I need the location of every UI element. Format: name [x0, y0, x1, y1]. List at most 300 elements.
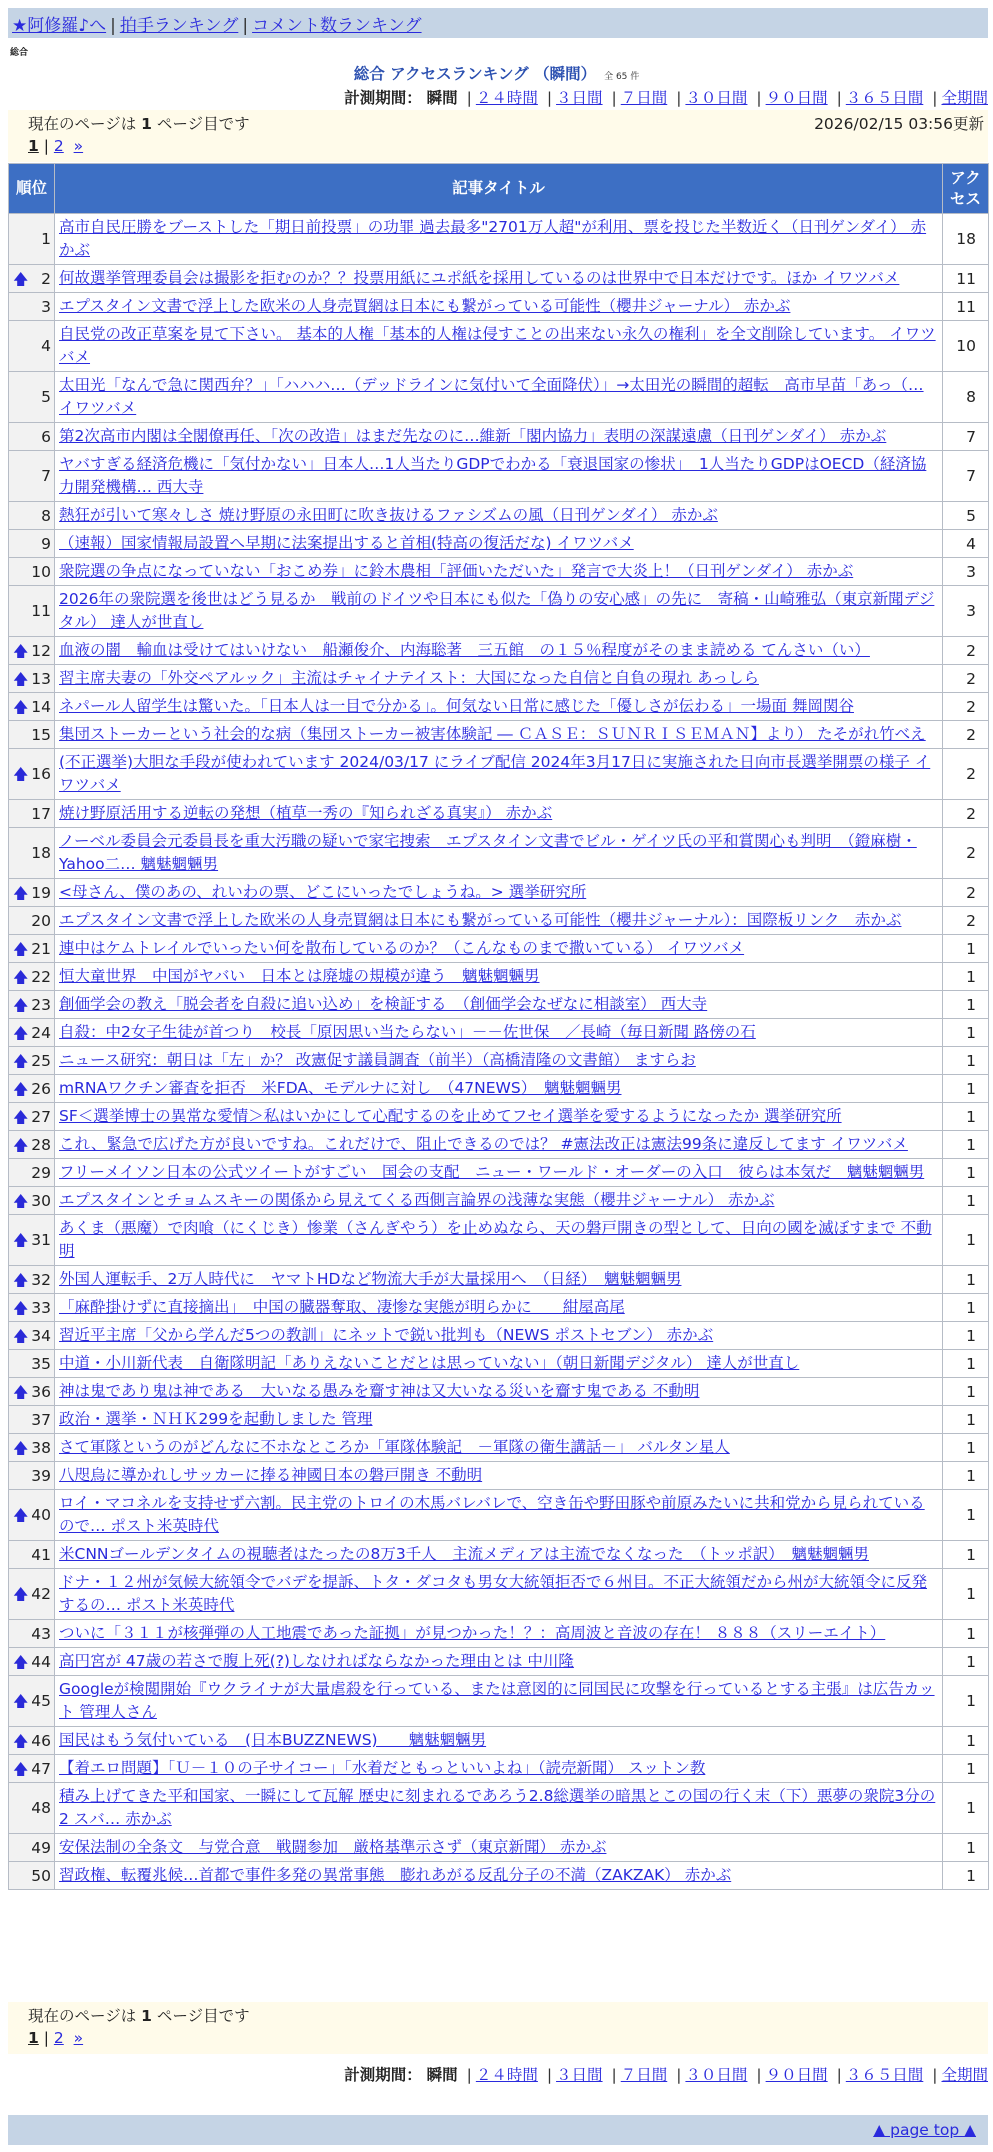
- table-row: [9, 1541, 989, 1569]
- access-count: 18: [943, 214, 989, 265]
- rank-number: 39: [31, 1466, 51, 1485]
- rank-up-arrow-icon: 🡅: [13, 1759, 29, 1778]
- title-cell: [55, 828, 943, 879]
- rank-cell: [9, 828, 55, 879]
- rank-up-arrow-icon: 🡅: [13, 1191, 29, 1210]
- access-count: 8: [943, 372, 989, 423]
- article-title-link[interactable]: 中道・小川新代表 自衛隊明記「ありえないことだとは思っていない」（朝日新聞デジタル） 達人が世直し: [59, 1354, 800, 1372]
- title-cell: [55, 1322, 943, 1350]
- access-count: 7: [943, 423, 989, 451]
- period-link-30d[interactable]: ３０日間: [685, 2066, 748, 2084]
- table-row: [9, 800, 989, 828]
- page-2-link[interactable]: 2: [53, 2029, 64, 2047]
- title-cell: [55, 1727, 943, 1755]
- title-cell: [55, 586, 943, 637]
- article-title-link[interactable]: ネパール人留学生は驚いた。「日本人は一目で分かる」。何気ない日常に感じた「優しさが伝わる」一場面 舞岡関谷: [59, 697, 854, 715]
- table-row: [9, 637, 989, 665]
- title-cell: [55, 721, 943, 749]
- rank-cell: [9, 586, 55, 637]
- period-link-24h[interactable]: ２４時間: [475, 89, 538, 107]
- rank-cell: [9, 372, 55, 423]
- title-cell: [55, 1755, 943, 1783]
- rank-number: 15: [31, 725, 51, 744]
- title-cell: [55, 991, 943, 1019]
- rank-number: 31: [31, 1231, 51, 1249]
- rank-cell: [9, 1648, 55, 1676]
- table-row: [9, 451, 989, 502]
- title-cell: [55, 1266, 943, 1294]
- rank-cell: [9, 963, 55, 991]
- rank-cell: [9, 321, 55, 372]
- article-title-link[interactable]: 血液の闇 輸血は受けてはいけない 船瀬俊介、内海聡著 三五館 の１５％程度がそのまま読める てんさい（い）: [59, 641, 870, 659]
- rank-number: 34: [31, 1326, 51, 1345]
- article-title-link[interactable]: 習主席夫妻の「外交ペアルック」主流はチャイナテイスト：大国になった自信と自負の現れ あっしら: [59, 669, 759, 687]
- table-row: [9, 1755, 989, 1783]
- article-title-link[interactable]: (不正選挙)大胆な手段が使われています 2024/03/17 にライブ配信 2024年3月17日に実施された日向市長選挙開票の様子 イワツバメ: [59, 753, 931, 794]
- access-count: 2: [943, 693, 989, 721]
- table-row: [9, 530, 989, 558]
- title-cell: [55, 1350, 943, 1378]
- table-row: [9, 935, 989, 963]
- rank-number: 45: [31, 1692, 51, 1710]
- rank-up-arrow-icon: 🡅: [13, 967, 29, 986]
- article-title-link[interactable]: 創価学会の教え「脱会者を自殺に追い込め」を検証する （創価学会なぜなに相談室） 西大寺: [59, 995, 708, 1013]
- access-count: 3: [943, 586, 989, 637]
- article-title-link[interactable]: エプスタイン文書で浮上した欧米の人身売買網は日本にも繋がっている可能性（櫻井ジャーナル） 赤かぶ: [59, 297, 791, 315]
- title-cell: [55, 1783, 943, 1834]
- table-row: [9, 749, 989, 800]
- pagination: 1 | 2 »: [28, 2029, 84, 2047]
- access-count: 1: [943, 1834, 989, 1862]
- article-title-link[interactable]: あくま（悪魔）で肉喰（にくじき）惨業（さんぎやう）を止めぬなら、天の磐戸開きの型として、日向の國を滅ぼすまで 不動明: [59, 1219, 932, 1260]
- article-title-link[interactable]: 自民党の改正草案を見て下さい。 基本的人権「基本的人権は侵すことの出来ない永久の権利」を全文削除しています。 イワツバメ: [59, 325, 936, 366]
- table-row: [9, 1834, 989, 1862]
- rank-number: 47: [31, 1759, 51, 1778]
- rank-cell: [9, 214, 55, 265]
- article-title-link[interactable]: 恒大童世界 中国がヤバい 日本とは廃墟の規模が違う 魑魅魍魎男: [59, 967, 540, 985]
- rank-number: 25: [31, 1051, 51, 1070]
- access-count: 1: [943, 1755, 989, 1783]
- rank-up-arrow-icon: 🡅: [13, 1051, 29, 1070]
- rank-cell: [9, 693, 55, 721]
- title-cell: [55, 423, 943, 451]
- title-cell: [55, 1187, 943, 1215]
- rank-number: 49: [31, 1838, 51, 1857]
- category-label: 総合: [10, 48, 29, 58]
- article-title-link[interactable]: 米CNNゴールデンタイムの視聴者はたったの8万3千人 主流メディアは主流でなくなった （トッポ訳） 魑魅魍魎男: [59, 1545, 869, 1563]
- rank-number: 32: [31, 1270, 51, 1289]
- article-title-link[interactable]: ニュース研究：朝日は「左」か？ 改憲促す議員調査（前半）（高橋清隆の文書館） ますらお: [59, 1051, 696, 1069]
- title-cell: [55, 1019, 943, 1047]
- article-title-link[interactable]: Googleが検閲開始『ウクライナが大量虐殺を行っている、または意図的に同国民に攻撃を行っているとする主張』は広告カット 管理人さん: [59, 1680, 935, 1721]
- next-page-link[interactable]: »: [73, 137, 84, 155]
- rank-up-arrow-icon: 🡅: [13, 1270, 29, 1289]
- rank-number: 13: [31, 669, 51, 688]
- period-selector-bottom: 計測期間： 瞬間 | ２４時間 | ３日間 | ７日間 | ３０日間 | ９０日間 | ３６５日間 | 全期間: [344, 2066, 988, 2084]
- access-count: 2: [943, 907, 989, 935]
- access-count: 1: [943, 1103, 989, 1131]
- access-count: 5: [943, 502, 989, 530]
- separator: |: [110, 16, 116, 36]
- access-count: 4: [943, 530, 989, 558]
- title-cell: [55, 1862, 943, 1890]
- table-row: [9, 1620, 989, 1648]
- rank-cell: [9, 1103, 55, 1131]
- period-link-90d[interactable]: ９０日間: [765, 2066, 828, 2084]
- rank-number: 2: [41, 269, 51, 288]
- title-cell: [55, 963, 943, 991]
- article-title-link[interactable]: エプスタイン文書で浮上した欧米の人身売買網は日本にも繋がっている可能性（櫻井ジャーナル）：国際板リンク 赤かぶ: [59, 911, 902, 929]
- rank-number: 11: [31, 602, 51, 620]
- access-count: 1: [943, 1187, 989, 1215]
- page-title: 総合 アクセスランキング （瞬間）: [353, 65, 597, 83]
- rank-cell: [9, 665, 55, 693]
- article-title-link[interactable]: 八咫烏に導かれしサッカーに捧る神國日本の磐戸開き 不動明: [59, 1466, 483, 1484]
- access-count: 7: [943, 451, 989, 502]
- title-cell: [55, 749, 943, 800]
- clap-ranking-link[interactable]: 拍手ランキング: [119, 16, 239, 36]
- title-cell: [55, 1131, 943, 1159]
- access-count: 2: [943, 800, 989, 828]
- title-cell: [55, 1434, 943, 1462]
- next-page-link[interactable]: »: [73, 2029, 84, 2047]
- rank-number: 35: [31, 1354, 51, 1373]
- table-row: [9, 558, 989, 586]
- pagination: 1 | 2 »: [28, 137, 84, 155]
- table-row: [9, 1727, 989, 1755]
- access-count: 1: [943, 1406, 989, 1434]
- title-cell: [55, 372, 943, 423]
- article-title-link[interactable]: フリーメイソン日本の公式ツイートがすごい 国会の支配 ニュー・ワールド・オーダーの入口 彼らは本気だ 魑魅魍魎男: [59, 1163, 925, 1181]
- rank-number: 22: [31, 967, 51, 986]
- rank-up-arrow-icon: 🡅: [13, 641, 29, 660]
- title-cell: [55, 293, 943, 321]
- table-row: [9, 963, 989, 991]
- access-count: 1: [943, 1322, 989, 1350]
- title-cell: [55, 1676, 943, 1727]
- title-cell: [55, 321, 943, 372]
- rank-cell: [9, 1490, 55, 1541]
- rank-cell: [9, 1187, 55, 1215]
- period-selector-top: 計測期間： 瞬間 | ２４時間 | ３日間 | ７日間 | ３０日間 | ９０日間 | ３６５日間 | 全期間: [344, 89, 988, 107]
- rank-number: 9: [41, 534, 51, 553]
- rank-up-arrow-icon: 🡅: [13, 1023, 29, 1042]
- title-cell: [55, 1490, 943, 1541]
- title-cell: [55, 1215, 943, 1266]
- access-count: 1: [943, 1266, 989, 1294]
- table-row: [9, 1862, 989, 1890]
- rank-cell: [9, 451, 55, 502]
- article-title-link[interactable]: 太田光「なんで急に関西弁？」「ハハハ…（デッドラインに気付いて全面降伏）」→太田光の瞬間的超転 高市早苗「あっ（… イワツバメ: [59, 376, 924, 417]
- article-title-link[interactable]: 第2次高市内閣は全閣僚再任、「次の改造」はまだ先なのに…維新「閣内協力」表明の深謀遠慮（日刊ゲンダイ） 赤かぶ: [59, 427, 887, 445]
- site-home-link[interactable]: ★阿修羅♪へ: [12, 16, 107, 36]
- period-link-7d[interactable]: ７日間: [620, 2066, 668, 2084]
- rank-cell: [9, 1406, 55, 1434]
- rank-number: 26: [31, 1079, 51, 1098]
- rank-cell: [9, 1350, 55, 1378]
- rank-number: 17: [31, 804, 51, 823]
- article-title-link[interactable]: さて軍隊というのがどんなに不ホなところか「軍隊体験記 －軍隊の衛生講話－」 バルタン星人: [59, 1438, 730, 1456]
- article-title-link[interactable]: 自殺：中2女子生徒が首つり 校長「原因思い当たらない」－－佐世保 ／長崎（毎日新聞 路傍の石: [59, 1023, 756, 1041]
- rank-cell: [9, 1541, 55, 1569]
- col-header-access: アクセス: [943, 164, 989, 214]
- access-count: 1: [943, 935, 989, 963]
- table-row: [9, 372, 989, 423]
- period-link-90d[interactable]: ９０日間: [765, 89, 828, 107]
- rank-cell: [9, 1462, 55, 1490]
- access-count: 2: [943, 637, 989, 665]
- table-row: [9, 1215, 989, 1266]
- updated-timestamp: 2026/02/15 03:56更新: [814, 115, 984, 133]
- period-link-3d[interactable]: ３日間: [556, 89, 603, 107]
- access-count: 2: [943, 721, 989, 749]
- table-row: [9, 1434, 989, 1462]
- rank-number: 4: [41, 337, 51, 355]
- table-row: [9, 321, 989, 372]
- period-link-30d[interactable]: ３０日間: [685, 89, 748, 107]
- access-count: 2: [943, 749, 989, 800]
- rank-cell: [9, 800, 55, 828]
- paging-box-top: [8, 110, 988, 162]
- access-count: 1: [943, 1350, 989, 1378]
- article-title-link[interactable]: ドナ・１２州が気候大統領令でバデを提訴、トタ・ダコタも男女大統領拒否で６州目。不正大統領だから州が大統領令に反発するの… ポスト米英時代: [59, 1573, 928, 1614]
- current-page-text: 現在のページは 1 ページ目です: [28, 115, 250, 133]
- article-title-link[interactable]: 積み上げてきた平和国家、一瞬にして瓦解 歴史に刻まれるであろう2.8総選挙の暗黒とこの国の行く末（下）悪夢の衆院3分の2 スバ… 赤かぶ: [59, 1787, 936, 1828]
- article-title-link[interactable]: ロイ・マコネルを支持せず六割。民主党のトロイの木馬バレバレで、空き缶や野田豚や前原みたいに共和党から見られているので… ポスト米英時代: [59, 1494, 925, 1535]
- access-count: 1: [943, 1378, 989, 1406]
- rank-number: 28: [31, 1135, 51, 1154]
- rank-cell: [9, 423, 55, 451]
- table-row: [9, 214, 989, 265]
- rank-cell: [9, 530, 55, 558]
- access-count: 1: [943, 1676, 989, 1727]
- rank-number: 19: [31, 883, 51, 902]
- article-title-link[interactable]: 習政権、転覆兆候…首都で事件多発の異常事態 膨れあがる反乱分子の不満（ZAKZAK） 赤かぶ: [59, 1866, 732, 1884]
- rank-number: 1: [41, 230, 51, 248]
- rank-number: 3: [41, 297, 51, 316]
- rank-cell: [9, 1676, 55, 1727]
- period-label: 計測期間：: [344, 89, 422, 107]
- period-link-all[interactable]: 全期間: [941, 89, 988, 107]
- article-title-link[interactable]: 安保法制の全条文 与党合意 戦闘参加 厳格基準示さず（東京新聞） 赤かぶ: [59, 1838, 607, 1856]
- rank-cell: [9, 637, 55, 665]
- title-cell: [55, 1103, 943, 1131]
- period-link-365d[interactable]: ３６５日間: [845, 2066, 924, 2084]
- article-title-link[interactable]: 政治・選挙・ＮＨＫ299を起動しました 管理: [59, 1410, 373, 1428]
- title-cell: [55, 451, 943, 502]
- period-link-365d[interactable]: ３６５日間: [845, 89, 924, 107]
- article-title-link[interactable]: 焼け野原活用する逆転の発想（植草一秀の『知られざる真実』） 赤かぶ: [59, 804, 553, 822]
- bottom-bar: [8, 2115, 988, 2145]
- rank-number: 38: [31, 1438, 51, 1457]
- rank-cell: [9, 1047, 55, 1075]
- rank-up-arrow-icon: 🡅: [13, 1079, 29, 1098]
- table-row: [9, 991, 989, 1019]
- access-count: 2: [943, 828, 989, 879]
- title-cell: [55, 1462, 943, 1490]
- article-title-link[interactable]: 衆院選の争点になっていない「おこめ券」に鈴木農相「評価いただいた」発言で大炎上！（日刊ゲンダイ） 赤かぶ: [59, 562, 854, 580]
- table-row: [9, 1103, 989, 1131]
- rank-up-arrow-icon: 🡅: [13, 269, 29, 288]
- table-row: [9, 1075, 989, 1103]
- article-title-link[interactable]: SF＜選挙博士の異常な愛情＞私はいかにして心配するのを止めてフセイ選挙を愛するようになったか 選挙研究所: [59, 1107, 842, 1125]
- rank-number: 33: [31, 1298, 51, 1317]
- article-title-link[interactable]: 連中はケムトレイルでいったい何を散布しているのか？（こんなものまで撒いている） イワツバメ: [59, 939, 745, 957]
- rank-number: 23: [31, 995, 51, 1014]
- table-row: [9, 1294, 989, 1322]
- rank-cell: [9, 1159, 55, 1187]
- rank-number: 43: [31, 1624, 51, 1643]
- title-cell: [55, 1075, 943, 1103]
- table-row: [9, 721, 989, 749]
- access-count: 1: [943, 1727, 989, 1755]
- access-count: 1: [943, 1862, 989, 1890]
- table-row: [9, 1266, 989, 1294]
- table-row: [9, 293, 989, 321]
- article-title-link[interactable]: エプスタインとチョムスキーの関係から見えてくる西側言論界の浅薄な実態（櫻井ジャーナル） 赤かぶ: [59, 1191, 775, 1209]
- title-cell: [55, 1648, 943, 1676]
- title-cell: [55, 1569, 943, 1620]
- access-count: 3: [943, 558, 989, 586]
- article-title-link[interactable]: 集団ストーカーという社会的な病（集団ストーカー被害体験記 ― ＣＡＳＥ：ＳＵＮＲＩＳＥＭＡＮ】より） たそがれ竹べえ: [59, 725, 926, 743]
- table-row: [9, 828, 989, 879]
- access-count: 1: [943, 1131, 989, 1159]
- table-row: [9, 1350, 989, 1378]
- access-count: 1: [943, 1047, 989, 1075]
- title-cell: [55, 693, 943, 721]
- article-title-link[interactable]: 「麻酔掛けずに直接摘出」 中国の臓器奪取、凄惨な実態が明らかに 紺屋高尾: [59, 1298, 625, 1316]
- title-cell: [55, 1159, 943, 1187]
- article-title-link[interactable]: ついに「３１１が核弾弾の人工地震であった証拠」が見つかった！？：高周波と音波の存在！ ８８８（スリーエイト）: [59, 1624, 886, 1642]
- title-cell: [55, 1541, 943, 1569]
- rank-number: 30: [31, 1191, 51, 1210]
- rank-up-arrow-icon: 🡅: [13, 1326, 29, 1345]
- rank-up-arrow-icon: 🡅: [13, 1298, 29, 1317]
- rank-up-arrow-icon: 🡅: [13, 883, 29, 902]
- rank-cell: [9, 502, 55, 530]
- title-cell: [55, 800, 943, 828]
- article-title-link[interactable]: 神は鬼であり鬼は神である 大いなる愚みを齎す神は又大いなる災いを齎す鬼である 不動明: [59, 1382, 700, 1400]
- rank-up-arrow-icon: 🡅: [13, 1438, 29, 1457]
- title-cell: [55, 879, 943, 907]
- period-link-7d[interactable]: ７日間: [620, 89, 668, 107]
- rank-number: 40: [31, 1506, 51, 1524]
- rank-up-arrow-icon: 🡅: [13, 1652, 29, 1671]
- title-cell: [55, 558, 943, 586]
- title-cell: [55, 907, 943, 935]
- title-cell: [55, 1294, 943, 1322]
- title-cell: [55, 935, 943, 963]
- period-link-all[interactable]: 全期間: [941, 2066, 988, 2084]
- table-row: [9, 265, 989, 293]
- table-header-row: [9, 164, 989, 214]
- rank-number: 24: [31, 1023, 51, 1042]
- article-title-link[interactable]: mRNAワクチン審査を拒否 米FDA、モデルナに対し （47NEWS） 魑魅魍魎男: [59, 1079, 622, 1097]
- article-title-link[interactable]: （速報）国家情報局設置へ早期に法案提出すると首相(特高の復活だな) イワツバメ: [59, 534, 634, 552]
- rank-cell: [9, 879, 55, 907]
- current-page-text: 現在のページは 1 ページ目です: [28, 2007, 250, 2025]
- article-title-link[interactable]: 高市自民圧勝をブーストした「期日前投票」の功罪 過去最多"2701万人超"が利用、票を投じた半数近く（日刊ゲンダイ） 赤かぶ: [59, 218, 927, 259]
- title-cell: [55, 1834, 943, 1862]
- access-count: 1: [943, 1215, 989, 1266]
- access-count: 1: [943, 1294, 989, 1322]
- rank-number: 37: [31, 1410, 51, 1429]
- article-title-link[interactable]: 2026年の衆院選を後世はどう見るか 戦前のドイツや日本にも似た「偽りの安心感」の先に 寄稿・山崎雅弘（東京新聞デジタル） 達人が世直し: [59, 590, 935, 631]
- rank-up-arrow-icon: 🡅: [13, 765, 29, 783]
- period-current: 瞬間: [426, 2066, 458, 2084]
- rank-up-arrow-icon: 🡅: [13, 939, 29, 958]
- article-title-link[interactable]: 熱狂が引いて寒々しさ 焼け野原の永田町に吹き抜けるファシズムの風（日刊ゲンダイ） 赤かぶ: [59, 506, 718, 524]
- rank-up-arrow-icon: 🡅: [13, 1585, 29, 1603]
- access-count: 2: [943, 665, 989, 693]
- page-2-link[interactable]: 2: [53, 137, 64, 155]
- rank-number: 46: [31, 1731, 51, 1750]
- access-count: 11: [943, 265, 989, 293]
- table-row: [9, 1187, 989, 1215]
- col-header-title: 記事タイトル: [55, 164, 943, 214]
- period-link-24h[interactable]: ２４時間: [475, 2066, 538, 2084]
- period-link-3d[interactable]: ３日間: [556, 2066, 603, 2084]
- table-row: [9, 1159, 989, 1187]
- rank-up-arrow-icon: 🡅: [13, 1692, 29, 1710]
- access-count: 1: [943, 1462, 989, 1490]
- table-row: [9, 1019, 989, 1047]
- article-title-link[interactable]: これ、緊急で広げた方が良いですね。これだけで、阻止できるのでは？ #憲法改正は憲法99条に違反してます イワツバメ: [59, 1135, 908, 1153]
- article-title-link[interactable]: 【着エロ問題】「Ｕ－１０の子サイコー」「水着だともっといいよね」（読売新聞） スットン教: [59, 1759, 706, 1777]
- rank-number: 29: [31, 1163, 51, 1182]
- rank-number: 18: [31, 844, 51, 862]
- article-title-link[interactable]: ヤバすぎる経済危機に「気付かない」日本人…1人当たりGDPでわかる「衰退国家の惨状」 1人当たりGDPはOECD（経済協力開発機構… 西大寺: [59, 455, 927, 496]
- rank-number: 36: [31, 1382, 51, 1401]
- comment-ranking-link[interactable]: コメント数ランキング: [252, 16, 422, 36]
- rank-number: 48: [31, 1799, 51, 1817]
- rank-number: 20: [31, 911, 51, 930]
- access-count: 1: [943, 1490, 989, 1541]
- article-title-link[interactable]: 何故選挙管理委員会は撮影を拒むのか？？投票用紙にユポ紙を採用しているのは世界中で日本だけです。ほか イワツバメ: [59, 269, 900, 287]
- rank-cell: [9, 991, 55, 1019]
- article-title-link[interactable]: <母さん、僕のあの、れいわの票、どこにいったでしょうね。> 選挙研究所: [59, 883, 587, 901]
- table-row: [9, 1783, 989, 1834]
- access-count: 1: [943, 1620, 989, 1648]
- rank-number: 44: [31, 1652, 51, 1671]
- table-row: [9, 1648, 989, 1676]
- article-title-link[interactable]: 国民はもう気付いている (日本BUZZNEWS) 魑魅魍魎男: [59, 1731, 487, 1749]
- rank-cell: [9, 1294, 55, 1322]
- article-title-link[interactable]: 高円宮が 47歳の若さで腹上死(?)しなければならなかった理由とは 中川隆: [59, 1652, 574, 1670]
- access-count: 2: [943, 879, 989, 907]
- col-header-rank: 順位: [9, 164, 55, 214]
- rank-cell: [9, 1569, 55, 1620]
- rank-up-arrow-icon: 🡅: [13, 1107, 29, 1126]
- article-title-link[interactable]: 外国人運転手、2万人時代に ヤマトHDなど物流大手が大量採用へ （日経） 魑魅魍魎男: [59, 1270, 682, 1288]
- table-row: [9, 1462, 989, 1490]
- rank-number: 42: [31, 1585, 51, 1603]
- table-row: [9, 1406, 989, 1434]
- access-count: 1: [943, 1019, 989, 1047]
- access-count: 1: [943, 1434, 989, 1462]
- rank-up-arrow-icon: 🡅: [13, 1231, 29, 1249]
- page-top-link[interactable]: ▲ page top ▲: [873, 2121, 976, 2139]
- article-title-link[interactable]: 習近平主席「父から学んだ5つの教訓」にネットで鋭い批判も（NEWS ポストセブン） 赤かぶ: [59, 1326, 714, 1344]
- article-title-link[interactable]: ノーベル委員会元委員長を重大汚職の疑いで家宅捜索 エプスタイン文書でビル・ゲイツ氏の平和賞関心も判明 （鐙麻樹・Yahoo二… 魑魅魍魎男: [59, 832, 917, 873]
- rank-cell: [9, 907, 55, 935]
- table-row: [9, 665, 989, 693]
- rank-up-arrow-icon: 🡅: [13, 1731, 29, 1750]
- rank-cell: [9, 1620, 55, 1648]
- title-cell: [55, 1378, 943, 1406]
- table-row: [9, 586, 989, 637]
- table-row: [9, 1047, 989, 1075]
